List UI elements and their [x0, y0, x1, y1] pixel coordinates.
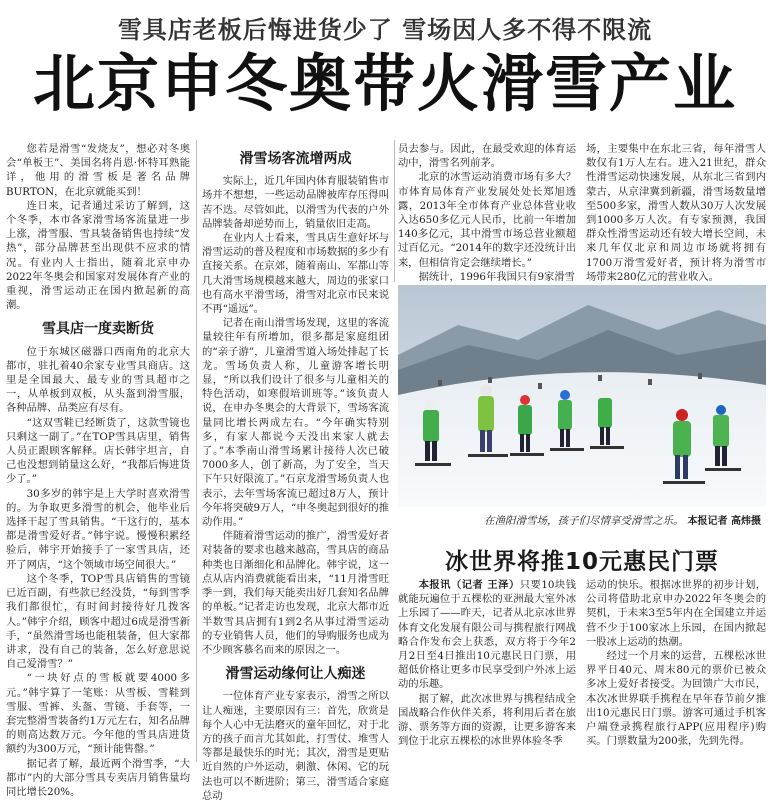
article-column-1 — [6, 142, 190, 798]
byline: 本报讯（记者 王泽） — [418, 579, 520, 591]
story2-headline: 冰世界将推10元惠民门票 — [444, 549, 719, 575]
story2-column-1 — [398, 578, 576, 763]
ski-children-illustration — [398, 285, 766, 507]
paragraph: 经过一个月来的运营，五棵松冰世界平日40元、周末80元的票价已被众多冰上爱好者接受。为回馈广大市民，本次冰世界联手携程在早年春节前夕推出10元惠民日门票。游客可通过手机客户端登录携程旅行APP(应用程序)购买。门票数量为200张，先到先得。 — [586, 650, 766, 748]
paragraph: 实际上，近几年国内体育服装销售市场并不想想，一些运动品牌被库存压得叫苦不迭。尽管如此，以滑雪为代表的户外品牌装备却逆势而上，销量依旧走高。 — [202, 175, 389, 230]
paragraph: “这双雪鞋已经断货了，这款雪镜也只剩这一副了。”在TOP雪具店里，销售人员正跟顾客解释。店长韩宇坦言，自己也没想到销量这么好，“我都后悔进货少了。” — [6, 416, 190, 486]
article-column-2 — [202, 142, 389, 802]
subheading-snow-gear-sold-out: 雪具店一度卖断货 — [42, 321, 154, 338]
column-divider — [394, 140, 395, 282]
paragraph: 北京的冰雪运动消费市场有多大？市体育局体育产业发展处处长郑旭透露，2013年全市体育产业总体营业收入达650多亿元人民币，比前一年增加140多亿元，其中滑雪市场总营业额超过百亿元。“2014年的数字还没统计出来，但相信肯定会继续增长。” — [398, 171, 576, 269]
ski-resort-photo — [398, 285, 766, 507]
paragraph: 场，主要集中在东北三省，每年滑雪人数仅有1万人左右。进入21世纪，群众性滑雪运动快速发展，从东北三省到内蒙古，从京津冀到新疆，滑雪场数量增至500多家，滑雪人数从30万人次发展到1000多万人次。有专家预测，我国群众性滑雪运动还有较大增长空间，未来几年仅北京和周边市场就将拥有1700万滑雪爱好者，预计将为滑雪市场带来280亿元的营业收入。 — [586, 143, 766, 283]
paragraph — [398, 578, 576, 692]
subheading-why-skiing-fascinates: 滑雪运动缘何让人痴迷 — [225, 666, 366, 683]
article-column-4 — [586, 142, 766, 282]
article-column-3 — [398, 142, 576, 282]
paragraph: 位于东城区磁器口西南角的北京大都市，驻扎着40余家专业雪具商店。这里是全国最大、最专业的雪具超市之一，从单板到双板，从头盔到滑雪服，各种品牌、品类应有尽有。 — [6, 345, 190, 415]
paragraph: 据了解，此次冰世界与携程结成全国战略合作伙伴关系，将利用后者在旅游、票务等方面的资源，让更多游客来到位于北京五棵松的冰世界体验冬季 — [398, 692, 576, 748]
paragraph: 伴随着滑雪运动的推广，滑雪爱好者对装备的要求也越来越高，雪具店的商品种类也日渐细化和品牌化。韩宇说，这一点从店内消费就能看出来，“11月滑雪旺季一到，我们每天能卖出好几套知名品牌的单板。”记者走访也发现，北京大都市近半数雪具店拥有1到2名从事过滑雪运动的专业销售人员，他们的导购服务也成为不少顾客慕名而来的原因之一。 — [202, 530, 389, 656]
paragraph-text: 只要10块钱就能玩遍位于五棵松的亚洲最大室外冰上乐园了——昨天，记者从北京冰世界体育文化发展有限公司与携程旅行网战略合作发布会上获悉，双方将于今年2月2日至4日推出10元惠民日门票，用超低价格让更多市民享受到户外冰上运动的乐趣。 — [398, 579, 576, 691]
paragraph: 据记者了解，最近两个滑雪季，“大都市”内的大部分雪具专卖店月销售量均同比增长20%。 — [6, 757, 190, 798]
paragraph: 员去参与。因此，在最受欢迎的体育运动中，滑雪名列前茅。 — [398, 143, 576, 170]
paragraph: 30多岁的韩宇是上大学时喜欢滑雪的。为争取更多滑雪的机会，他毕业后选择干起了雪具销售。“干这行的，基本都是滑雪爱好者。”韩宇说。慢慢积累经验后，韩宇开始接手了一家雪具店，还开了网店，“这个领域市场空间很大。” — [6, 487, 190, 571]
paragraph: 记者在南山滑雪场发现，这里的客流量较往年有所增加，很多都是家庭组团的“亲子游”，儿童滑雪道入场处排起了长龙。雪场负责人称，儿童游客增长明显，“所以我们设计了很多与儿童相关的特色活动，如寒假培训班等。”该负责人说，在申办冬奥会的大背景下，雪场客流量同比增长两成左右。“今年确实特别多，有家人都说今天没出来家人就去了。”本季南山滑雪场累计接待人次已破7000多人，创了新高，为了安全，当天下午只好限流了。”石京龙滑雪场负责人也表示，去年雪场客流已超过8万人，预计今年将突破9万人，“申冬奥起到很好的推动作用。” — [202, 317, 389, 529]
paragraph: 在业内人士看来，雪具店生意好坏与滑雪运动的普及程度和市场数据的多少有直接关系。在京郊，随着南山、军都山等几大滑雪场规模越来越大，周边的张家口也有高水平滑雪场，滑雪对北京市民来说不再“遥远”。 — [202, 232, 389, 316]
column-divider — [196, 140, 197, 762]
main-headline: 北京申冬奥带火滑雪产业 — [32, 47, 737, 120]
paragraph: 连日来，记者通过采访了解到，这个冬季，本市各家滑雪场客流量进一步上涨，滑雪服、雪具装备销售也持续“发热”，部分品牌甚至出现供不应求的情况。有业内人士指出，随着北京申办2022年冬奥会和国家对发展体育产业的重视，滑雪运动正在国内掀起新的高潮。 — [6, 199, 190, 312]
kicker-headline: 雪具店老板后悔进货少了 雪场因人多不得不限流 — [117, 16, 653, 44]
paragraph: 据统计，1996年我国只有9家滑雪 — [418, 270, 575, 283]
photo-caption — [398, 512, 766, 528]
paragraph: 一位体育产业专家表示，滑雪之所以让人痴迷，主要原因有三：首先，欣赏是每个人心中无法磨灭的童年回忆，对于北方的孩子而言尤其如此，打雪仗、堆雪人等都是最快乐的时光；其次，滑雪是更贴近自然的户外运动，刺激、休闲、它的玩法也可以不断进阶；第三，滑雪适合家庭总动 — [202, 690, 389, 802]
caption-text: 在渔阳滑雪场，孩子们尽情享受滑雪之乐。 — [484, 515, 684, 527]
paragraph: 您若是滑雪“发烧友”，想必对冬奥会“单板王”、美国名将肖恩·怀特耳熟能详，他用的滑雪板是著名品牌BURTON，在北京就能买到！ — [6, 143, 190, 198]
paragraph: “一块好点的雪板就要4000多元。”韩宇算了一笔账：从雪板、雪鞋到雪服、雪裤、头盔、雪镜、手套等，一套完整滑雪装备约1万元左右，知名品牌的则高达数万元。今年他的雪具店进货额约为300万元，“预计能售罄。” — [6, 672, 190, 756]
paragraph: 这个冬季，TOP雪具店销售的雪镜已近百副，有些款已经没货，“每到雪季我们都很忙，有时间封接待好几拨客人。”韩宇介绍，顾客中超过6成是滑雪新手，“虽然滑雪场也能租装备，但大家都讲求，没有自己的装备，怎么好意思说自己爱滑雪？” — [6, 572, 190, 671]
paragraph: 运动的快乐。根据冰世界的初步计划，公司将借助北京申办2022年冬奥会的契机，于未来3至5年内在全国建立并运营不少于100家冰上乐园，在国内掀起一股冰上运动的热潮。 — [586, 579, 766, 648]
photo-credit: 本报记者 高炜摄 — [687, 516, 761, 527]
story2-column-2 — [586, 578, 766, 763]
subheading-ski-resort-traffic: 滑雪场客流增两成 — [239, 151, 352, 167]
